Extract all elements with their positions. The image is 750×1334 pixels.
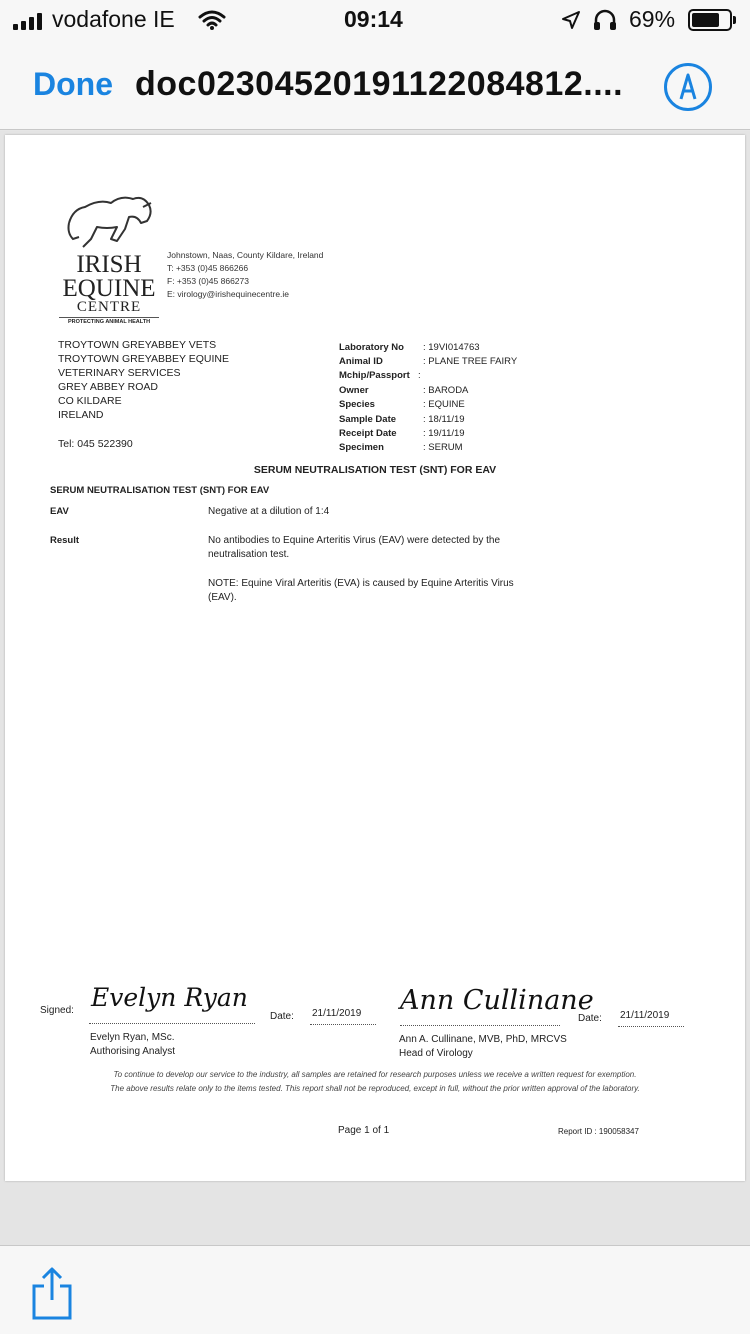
result-text: No antibodies to Equine Arteritis Virus (EAV) were detected by the xyxy=(208,535,501,546)
client-line: GREY ABBEY ROAD xyxy=(58,381,158,393)
field-label: Owner xyxy=(339,385,369,396)
done-button[interactable]: Done xyxy=(33,66,113,102)
client-tel: Tel: 045 522390 xyxy=(58,438,133,450)
email-line: E: virology@irishequinecentre.ie xyxy=(167,289,290,299)
eav-value: Negative at a dilution of 1:4 xyxy=(208,506,330,517)
status-bar xyxy=(0,0,750,40)
note-text: (EAV). xyxy=(208,592,237,603)
document-page xyxy=(5,135,745,1181)
client-line: CO KILDARE xyxy=(58,395,122,407)
date-value: 21/11/2019 xyxy=(620,1010,670,1021)
note-text: NOTE: Equine Viral Arteritis (EVA) is caused by Equine Arteritis Virus xyxy=(208,578,514,589)
navigation-bar xyxy=(0,40,750,130)
client-line: IRELAND xyxy=(58,409,104,421)
signer-name: Ann A. Cullinane, MVB, PhD, MRCVS xyxy=(399,1034,567,1045)
field-label: Sample Date xyxy=(339,414,397,425)
horse-logo-icon xyxy=(63,193,155,249)
field-value: : SERUM xyxy=(423,442,463,453)
headphones-icon xyxy=(593,9,617,31)
field-value: : EQUINE xyxy=(423,399,465,410)
field-label: Laboratory No xyxy=(339,342,404,353)
field-value: : 19VI014763 xyxy=(423,342,480,353)
client-line: TROYTOWN GREYABBEY EQUINE xyxy=(58,353,229,365)
field-label: Receipt Date xyxy=(339,428,397,439)
carrier-label: vodafone IE xyxy=(52,6,175,32)
test-subheading: SERUM NEUTRALISATION TEST (SNT) FOR EAV xyxy=(50,485,270,496)
clock: 09:14 xyxy=(344,6,403,32)
wifi-icon xyxy=(198,10,226,30)
result-label: Result xyxy=(50,535,80,546)
document-title: doc023045201911220848​12.... xyxy=(135,65,624,103)
client-line: VETERINARY SERVICES xyxy=(58,367,181,379)
report-id: Report ID : 190058347 xyxy=(558,1127,639,1136)
field-value: : xyxy=(418,370,421,381)
share-icon[interactable] xyxy=(30,1266,74,1320)
signature-ann-cullinane: Ann Cullinane xyxy=(400,985,594,1016)
bottom-toolbar xyxy=(0,1245,750,1334)
date-value: 21/11/2019 xyxy=(312,1008,362,1019)
signal-strength-icon xyxy=(13,12,42,30)
page-number: Page 1 of 1 xyxy=(338,1125,390,1136)
battery-percent: 69% xyxy=(629,6,676,32)
report-heading: SERUM NEUTRALISATION TEST (SNT) FOR EAV xyxy=(253,464,497,476)
date-label: Date: xyxy=(270,1011,294,1022)
signed-label: Signed: xyxy=(40,1005,74,1016)
field-label: Species xyxy=(339,399,375,410)
field-label: Mchip/Passport xyxy=(339,370,410,381)
signature-evelyn-ryan: Evelyn Ryan xyxy=(91,983,248,1012)
location-arrow-icon xyxy=(561,10,581,30)
logo-irish: IRISH xyxy=(76,251,142,278)
signer-name: Evelyn Ryan, MSc. xyxy=(90,1032,175,1043)
client-line: TROYTOWN GREYABBEY VETS xyxy=(58,339,217,351)
phone-line: T: +353 (0)45 866266 xyxy=(167,263,249,273)
field-value: : 18/11/19 xyxy=(423,414,465,425)
date-label: Date: xyxy=(578,1013,602,1024)
logo-equine: EQUINE xyxy=(62,275,156,302)
document-viewer[interactable] xyxy=(0,131,750,1245)
battery-icon xyxy=(688,9,732,31)
address-line: Johnstown, Naas, County Kildare, Ireland xyxy=(167,250,324,260)
signer-role: Head of Virology xyxy=(399,1048,473,1059)
fax-line: F: +353 (0)45 866273 xyxy=(167,276,249,286)
field-value: : 19/11/19 xyxy=(423,428,465,439)
field-value: : BARODA xyxy=(423,385,469,396)
disclaimer: To continue to develop our service to the industry, all samples are retained for research purposes unless we receive a written request for exemption. xyxy=(113,1070,637,1079)
field-value: : PLANE TREE FAIRY xyxy=(423,356,518,367)
field-label: Specimen xyxy=(339,442,384,453)
disclaimer: The above results relate only to the items tested. This report shall not be reproduced, except in full, without the prior written approval of the laboratory. xyxy=(110,1084,640,1093)
eav-label: EAV xyxy=(50,506,69,517)
markup-pen-icon[interactable] xyxy=(664,63,712,111)
signer-role: Authorising Analyst xyxy=(90,1046,176,1057)
field-label: Animal ID xyxy=(339,356,383,367)
logo-tagline: PROTECTING ANIMAL HEALTH xyxy=(67,319,151,325)
result-text: neutralisation test. xyxy=(208,549,290,560)
logo-centre: CENTRE xyxy=(76,299,142,315)
